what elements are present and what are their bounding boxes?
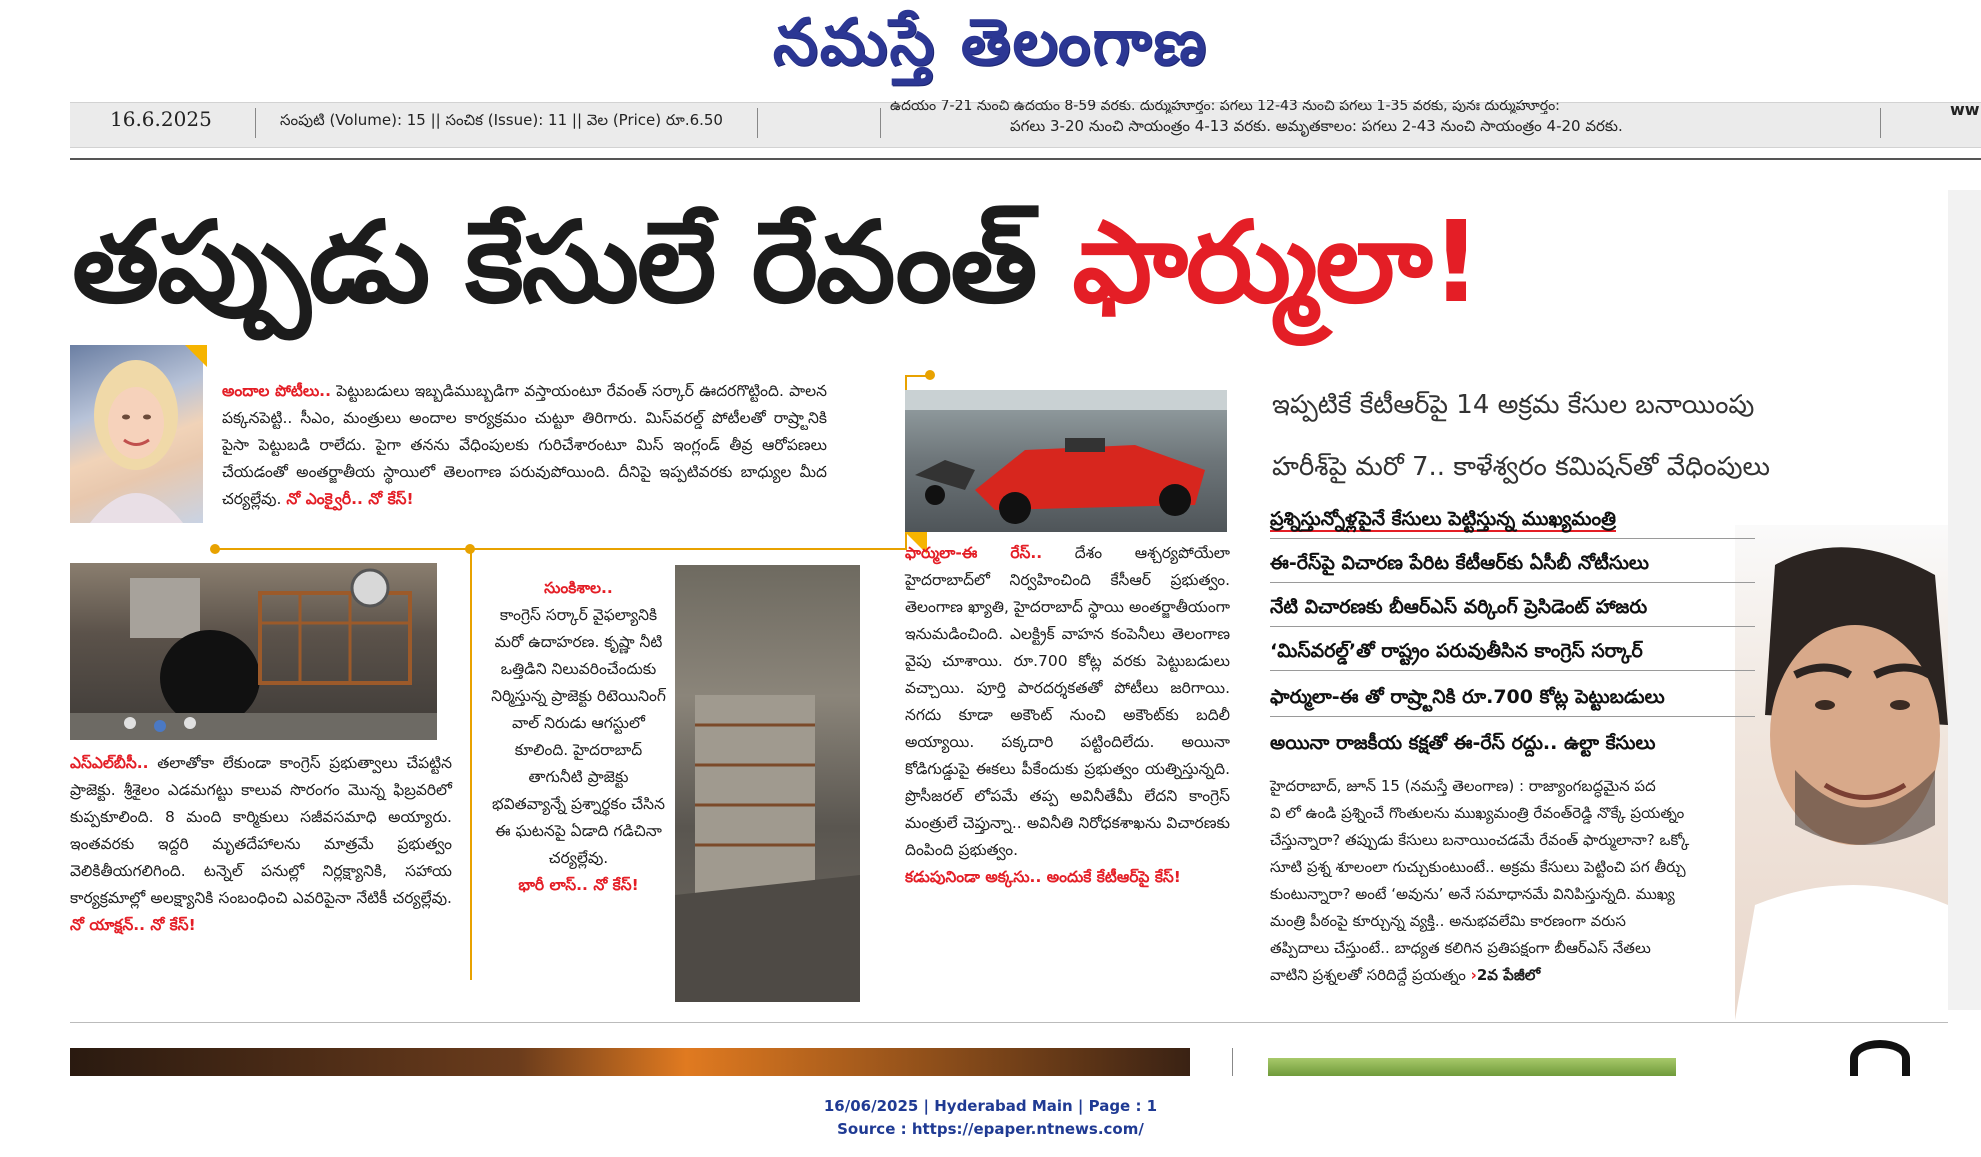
info-divider: [255, 108, 256, 138]
masthead: [0, 0, 1981, 100]
headline-red: ఫార్ములా!: [1072, 198, 1480, 328]
main-story-line: హైదరాబాద్, జూన్ 15 (నమస్తే తెలంగాణ) : రాజ్యాంగబద్ధమైన పద: [1270, 777, 1656, 795]
main-story-line: వి లో ఉండి ప్రశ్నించే గొంతులను ముఖ్యమంత్రి రేవంత్‌రెడ్డి నొక్కే ప్రయత్నం: [1270, 804, 1685, 822]
headline-black: తప్పుడు కేసులే రేవంత్: [72, 198, 1036, 328]
main-bullet: ఈ-రేస్‌పై విచారణ పేరిట కేటీఆర్‌కు ఏసీబీ నోటీసులు: [1270, 552, 1649, 574]
story-formula-text: దేశం ఆశ్చర్యపోయేలా హైదరాబాద్‌లో నిర్వహించింది కేసీఆర్ ప్రభుత్వం. తెలంగాణ ఖ్యాతి, హైదరాబాద్ స్థాయి అంతర్జాతీయంగా ఇనుమడించింది. ఎలక్ట్రిక్ వాహన కంపెనీలు తెలంగాణ వైపు చూశాయి. రూ.700 కోట్ల వరకు పెట్టుబడులు వచ్చాయి. పూర్తి పారదర్శకతతో పోటీలు జరిగాయి. నగదు కూడా అకౌంట్ నుంచి అకౌంట్‌కు బదిలీ అయ్యాయి. పక్కదారి పట్టిందిలేదు. అయినా కోడిగుడ్డుపై ఈకలు పీకేందుకు ప్రభుత్వం యత్నిస్తున్నది. ప్రొసీజరల్ లోపమే తప్ప అవినీతేమీ లేదని కాంగ్రెస్ మంత్రులే చెప్తున్నా.. అవినీతి నిరోధకశాఖను విచారణకు దింపింది ప్రభుత్వం.: [905, 544, 1230, 859]
main-subhead-2: హరీశ్‌పై మరో 7.. కాళేశ్వరం కమిషన్‌తో వేధింపులు: [1272, 452, 1770, 482]
panchangam-line-2: పగలు 3-20 నుంచి సాయంత్రం 4-13 వరకు. అమృతకాలం: పగలు 2-43 నుంచి సాయంత్రం 4-20 వరకు.: [1010, 117, 1623, 135]
connector-dot: [210, 544, 220, 554]
story-pageant-tag: నో ఎంక్వైరీ.. నో కేస్!: [286, 490, 414, 508]
bottom-number-fragment: [1850, 1040, 1910, 1076]
story-pageant-kicker: అందాల పోటీలు..: [222, 382, 331, 400]
bullet-divider: [1270, 626, 1755, 627]
story-pageant-text: పెట్టుబడులు ఇబ్బడిముబ్బడిగా వస్తాయంటూ రేవంత్ సర్కార్ ఊదరగొట్టింది. పాలన పక్కనపెట్టి.. సీఎం, మంత్రులు అందాల కార్యక్రమం చుట్టూ తిరిగారు. మిస్‌వరల్డ్ పోటీలతో రాష్ర్టానికి పైసా పెట్టుబడి రాలేదు. పైగా తనను వేధింపులకు గురిచేశారంటూ మిస్ ఇంగ్లండ్ తీవ్ర ఆరోపణలు చేయడంతో అంతర్జాతీయ స్థాయిలో తెలంగాణ పరువుపోయింది. దీనిపై ఇప్పటివరకు బాధ్యుల మీద చర్యల్లేవు.: [222, 382, 827, 508]
volume-line: సంపుటి (Volume): 15 || సంచిక (Issue): 11 || వెల (Price) రూ.6.50: [280, 111, 723, 129]
info-divider: [757, 108, 758, 138]
story-formula-kicker: ఫార్ములా-ఈ రేస్..: [905, 544, 1043, 562]
connector-line: [470, 548, 472, 980]
main-headline: [72, 188, 1972, 338]
footer-edition: 16/06/2025 | Hyderabad Main | Page : 1: [823, 1097, 1158, 1115]
connector-line: [215, 548, 905, 550]
panchangam-line-1: ఉదయం 7-21 నుంచి ఉదయం 8-59 వరకు. దుర్ముహూర్తం: పగలు 12-43 నుంచి పగలు 1-35 వరకు, పునః దుర్ముహూర్తం:: [890, 100, 1560, 114]
story-pageant: [222, 378, 827, 513]
website-label: ww: [1950, 100, 1980, 119]
header-rule: [70, 158, 1981, 160]
page-footer: [0, 1095, 1981, 1141]
connector-line: [905, 375, 927, 377]
masthead-logo: నమస్తే తెలంగాణ: [772, 6, 1209, 80]
story-slbc-tag: నో యాక్షన్.. నో కేస్!: [70, 916, 196, 934]
story-sunkishala-tag: భారీ లాస్.. నో కేస్!: [518, 876, 639, 894]
bottom-ad-strip: [70, 1048, 1190, 1076]
main-bullet: ఫార్ములా-ఈ తో రాష్ర్టానికి రూ.700 కోట్ల పెట్టుబడులు: [1270, 686, 1665, 708]
bottom-divider: [1232, 1048, 1233, 1076]
story-sunkishala-kicker: సుంకిశాల..: [544, 579, 613, 597]
main-bullet: ప్రశ్నిస్తున్నోళ్లపైనే కేసులు పెట్టిస్తున్న ముఖ్యమంత్రి: [1270, 508, 1616, 530]
story-slbc-kicker: ఎస్‌ఎల్‌బీసీ..: [70, 754, 149, 772]
bullet-divider: [1270, 670, 1755, 671]
bottom-rule: [70, 1022, 1948, 1023]
story-formula-tag: కడుపునిండా అక్కసు.. అందుకే కేటీఆర్‌పై కేస్!: [905, 868, 1181, 886]
main-story-line: వాటిని ప్రశ్నలతో సరిదిద్దే ప్రయత్నం ›2వ పేజీలో: [1270, 966, 1541, 984]
bullet-divider: [1270, 582, 1755, 583]
formula-e-race-photo: [905, 390, 1227, 532]
main-story-line: చేస్తున్నారా? తప్పుడు కేసులు బనాయించడమే రేవంత్ ఫార్ములానా? ఒక్కో: [1270, 831, 1690, 849]
miss-england-photo: [70, 345, 203, 523]
story-slbc: [70, 750, 452, 939]
story-slbc-text: తలాతోకా లేకుండా కాంగ్రెస్ ప్రభుత్వాలు చేపట్టిన ప్రాజెక్టు. శ్రీశైలం ఎడమగట్టు కాలువ సొరంగం మొన్న ఫిబ్రవరిలో కుప్పకూలింది. 8 మంది కార్మికులు సజీవసమాధి అయ్యారు. ఇంతవరకు ఇద్దరి మృతదేహాలను మాత్రమే ప్రభుత్వం వెలికితీయగలిగింది. టన్నెల్ పనుల్లో నిర్లక్ష్యానికి, సహాయ కార్యక్రమాల్లో అలక్ష్యానికి సంబంధించి ఎవరిపైనా నేటికీ చర్యల్లేవు.: [70, 754, 452, 907]
info-divider: [880, 108, 881, 138]
main-story-line: కుంటున్నారా? అంటే ‘అవును’ అనే సమాధానమే వినిపిస్తున్నది. ముఖ్య: [1270, 885, 1675, 903]
story-sunkishala-text: కాంగ్రెస్ సర్కార్ వైఫల్యానికి మరో ఉదాహరణ. కృష్ణా నీటి ఒత్తిడిని నిలువరించేందుకు నిర్మిస్తున్న ప్రాజెక్టు రిటెయినింగ్ వాల్ నిరుడు ఆగస్టులో కూలింది. హైదరాబాద్ తాగునీటి ప్రాజెక్టు భవితవ్యాన్నే ప్రశ్నార్థకం చేసిన ఈ ఘటనపై ఏడాది గడిచినా చర్యల్లేవు.: [491, 606, 666, 867]
footer-source[interactable]: Source : https://epaper.ntnews.com/: [837, 1120, 1144, 1138]
issue-date: 16.6.2025: [110, 107, 212, 131]
main-bullet: నేటి విచారణకు బీఆర్‌ఎస్ వర్కింగ్ ప్రెసిడెంట్ హాజరు: [1270, 596, 1648, 618]
bottom-photo-strip: [1268, 1058, 1676, 1076]
main-subhead-1: ఇప్పటికే కేటీఆర్‌పై 14 అక్రమ కేసుల బనాయింపు: [1272, 390, 1755, 420]
bullet-divider: [1270, 538, 1755, 539]
info-divider: [1880, 108, 1881, 138]
main-story-line: తప్పిదాలు చేస్తుంటే.. బాధ్యత కలిగిన ప్రతిపక్షంగా బీఆర్‌ఎస్ నేతలు: [1270, 939, 1651, 957]
slbc-tunnel-photo: [70, 563, 437, 740]
main-story-line: సూటి ప్రశ్న శూలంలా గుచ్చుకుంటుంటే.. అక్రమ కేసులు పెట్టించి పగ తీర్చు: [1270, 858, 1686, 876]
main-story-line: మంత్రి పీఠంపై కూర్చున్న వ్యక్తి.. అనుభవలేమి కారణంగా వరుస: [1270, 912, 1626, 930]
story-formula-e: [905, 540, 1230, 891]
main-bullet: ‘మిస్‌వరల్డ్’తో రాష్ట్రం పరువుతీసిన కాంగ్రెస్ సర్కార్: [1270, 640, 1643, 662]
continued-arrow-icon: ›: [1470, 966, 1477, 984]
sunkishala-collapse-photo: [675, 565, 860, 1002]
corner-marker: [185, 345, 207, 367]
continued-label[interactable]: 2వ పేజీలో: [1476, 966, 1541, 984]
story-sunkishala: [490, 575, 667, 899]
side-strip: [1948, 190, 1981, 1010]
bullet-divider: [1270, 716, 1755, 717]
main-bullet: అయినా రాజకీయ కక్షతో ఈ-రేస్ రద్దు.. ఉల్టా కేసులు: [1270, 732, 1656, 754]
main-story-body: [1270, 773, 1815, 989]
